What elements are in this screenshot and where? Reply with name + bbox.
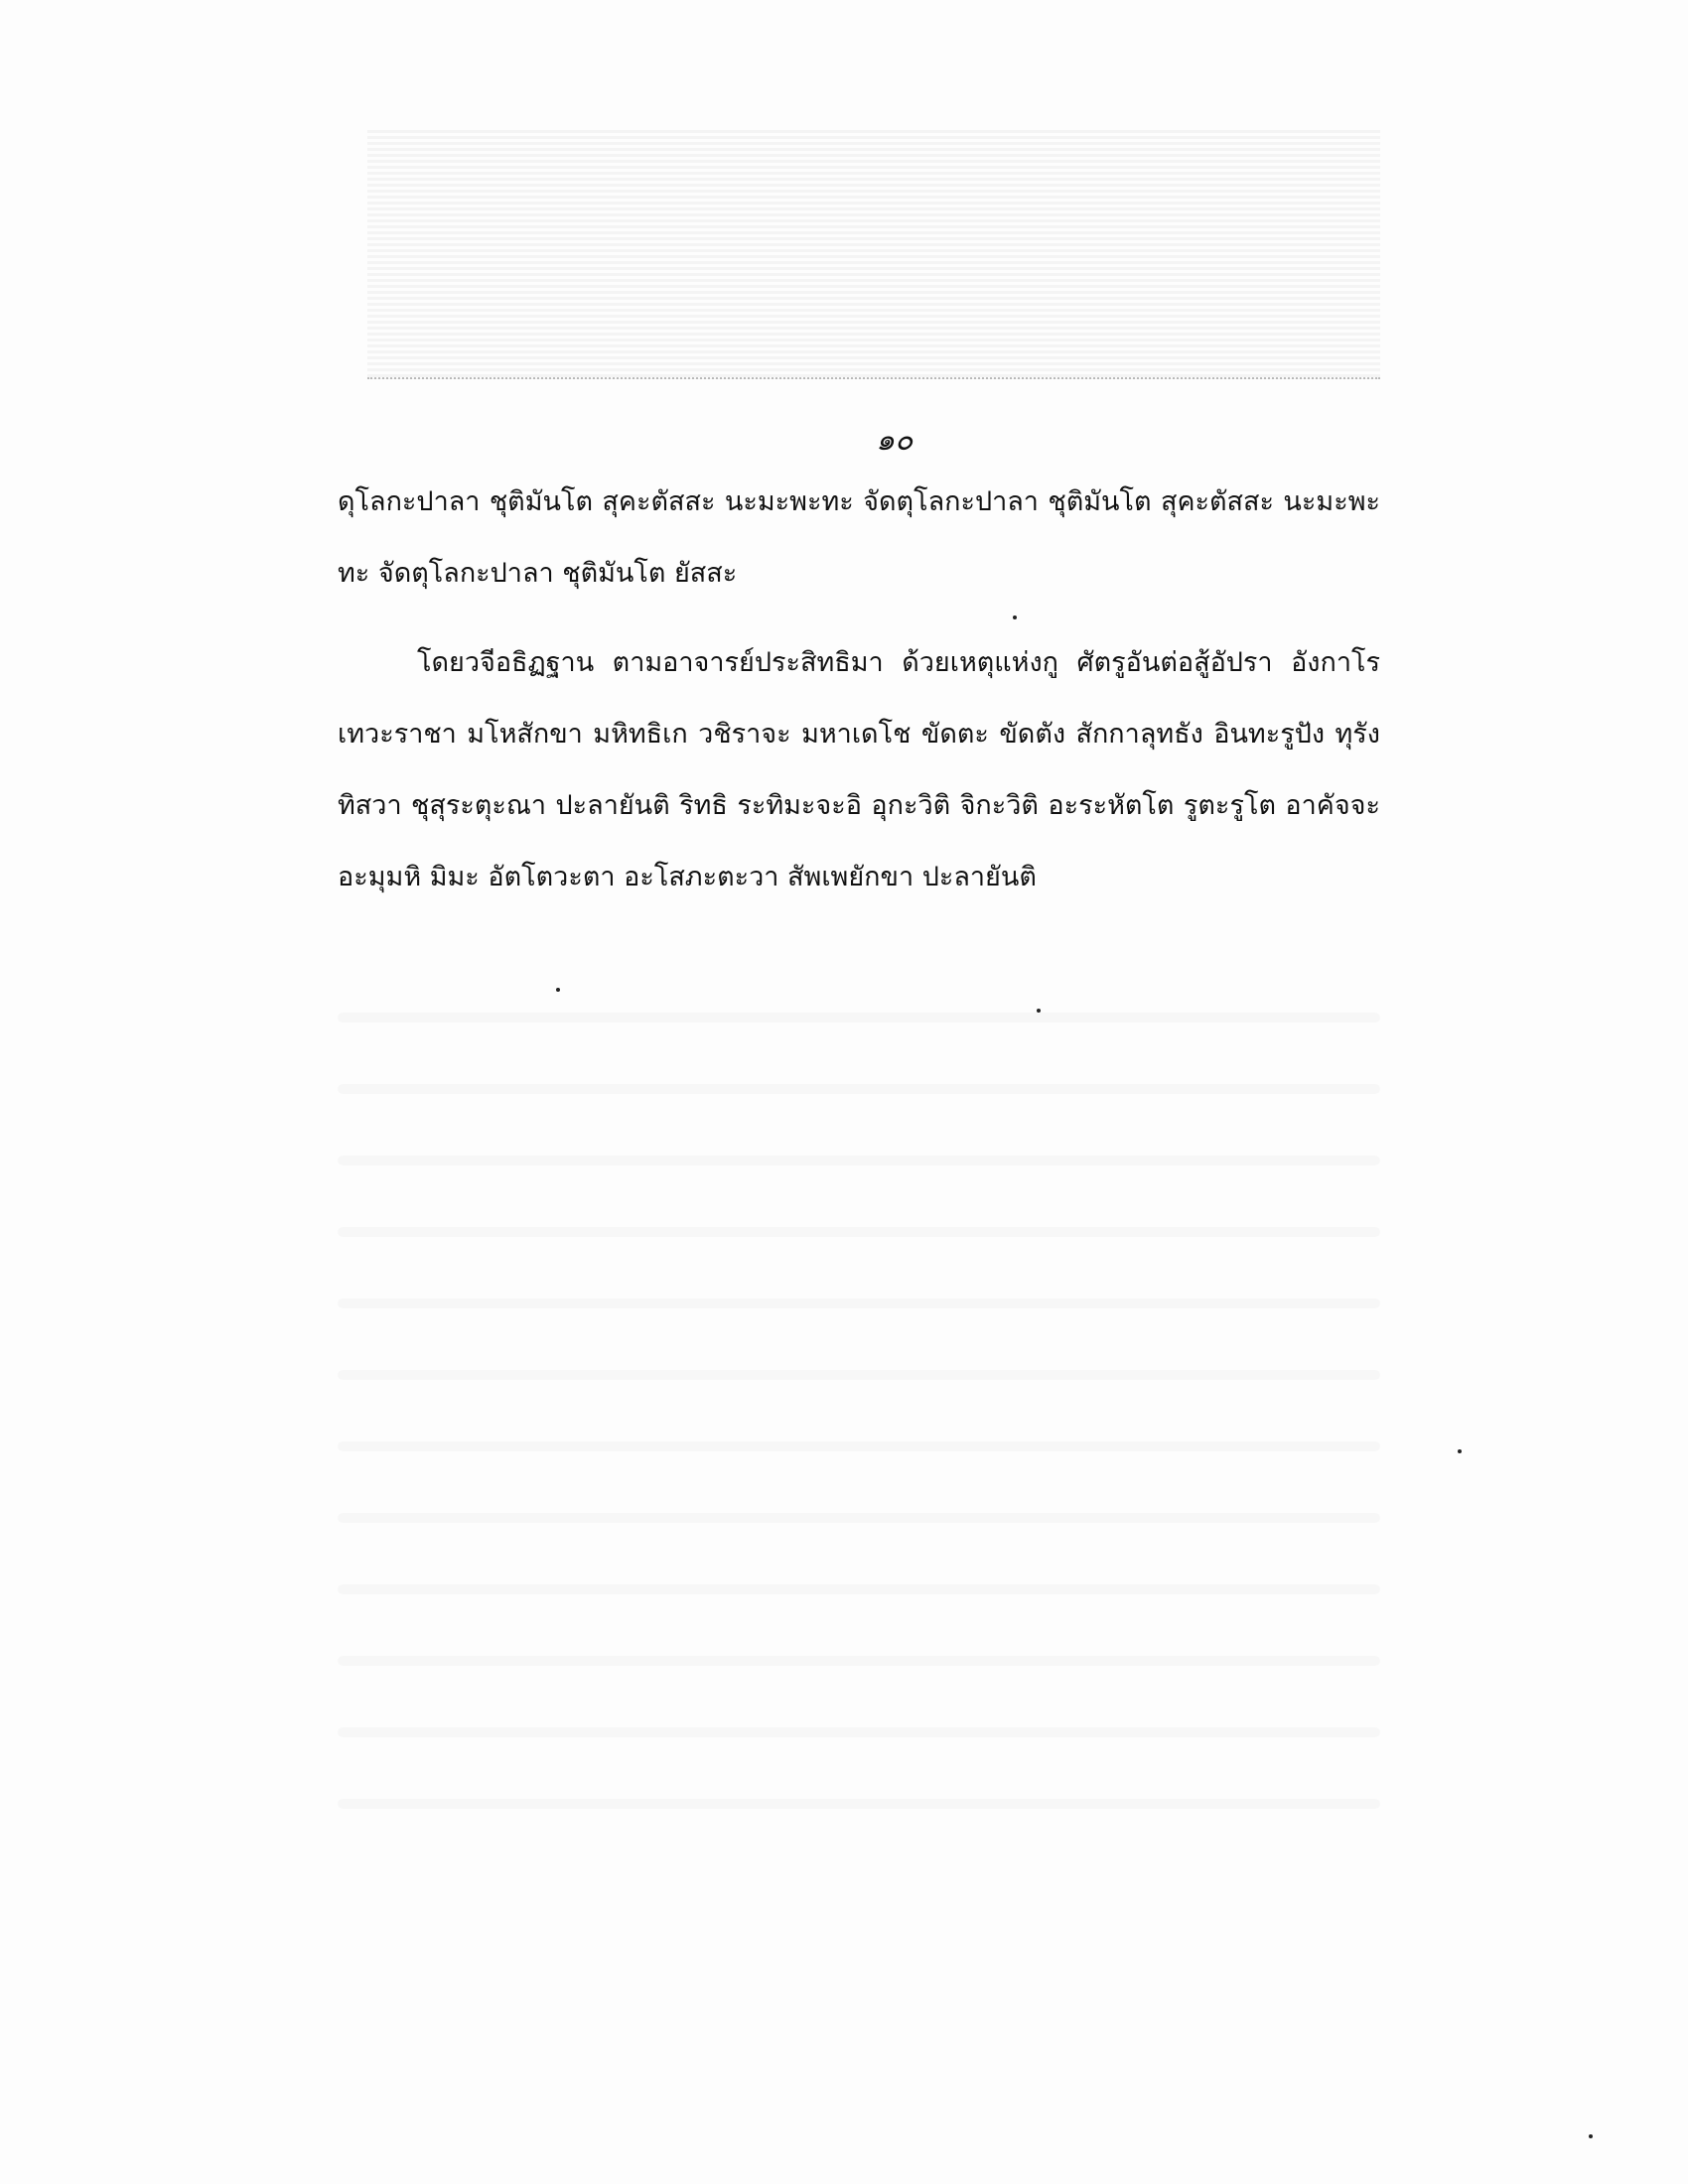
body-text — [338, 467, 1380, 913]
scan-speck — [1037, 1009, 1041, 1013]
bleed-through-line — [338, 1013, 1380, 1023]
bleed-through-line — [338, 1441, 1380, 1451]
bleed-through-line — [338, 1370, 1380, 1380]
page-number: ๑๐ — [876, 423, 914, 458]
paragraph-2: โดยวจีอธิฏฐาน ตามอาจารย์ประสิทธิมา ด้วยเหตุแห่งกู ศัตรูอันต่อสู้อัปรา อังกาโร เทวะราชา มโหสักขา มหิทธิเก วชิราจะ มหาเดโช ขัดตะ ขัดตัง สักกาลุทธัง อินทะรูปัง ทุรังทิสวา ชุสุระตุะณา ปะลายันติ ริทธิ ระทิมะจะอิ อุกะวิติ จิกะวิติ อะระหัตโต รูตะรูโต อาคัจจะ อะมุมหิ มิมะ อัตโตวะตา อะโสภะตะวา สัพเพยักขา ปะลายันติ — [338, 647, 1380, 892]
bleed-through-line — [338, 1298, 1380, 1308]
bleed-through-line — [338, 1727, 1380, 1737]
bleed-through-line — [338, 1656, 1380, 1666]
bleed-through-line — [338, 1156, 1380, 1165]
bleed-through-line — [338, 1799, 1380, 1809]
bleed-through-line — [338, 1084, 1380, 1094]
scan-speck — [1013, 615, 1017, 619]
bleed-through-line — [338, 1227, 1380, 1237]
bleed-through-header — [367, 129, 1380, 379]
bleed-through-line — [338, 1513, 1380, 1523]
paragraph-1: ดุโลกะปาลา ชุติมันโต สุคะตัสสะ นะมะพะทะ จัดตุโลกะปาลา ชุติมันโต สุคะตัสสะ นะมะพะทะ จัดตุโลกะปาลา ชุติมันโต ยัสสะ — [338, 486, 1380, 589]
scan-speck — [556, 988, 560, 992]
scan-speck — [1589, 2134, 1593, 2138]
bleed-through-line — [338, 1584, 1380, 1594]
scan-speck — [1458, 1449, 1462, 1453]
